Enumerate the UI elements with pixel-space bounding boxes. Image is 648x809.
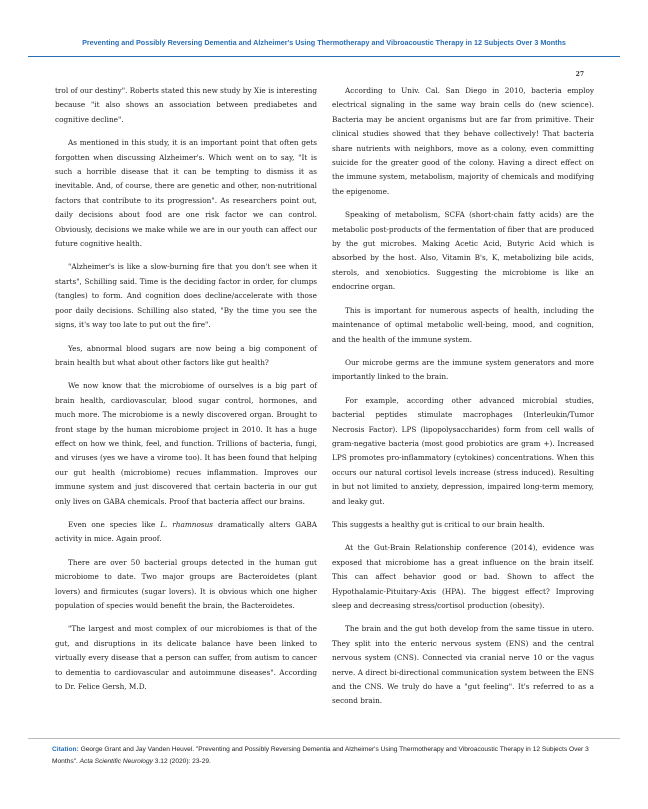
- species-name: L. rhamnosus: [160, 519, 214, 529]
- paragraph: trol of our destiny". Roberts stated this new study by Xie is interesting because "it also shows an association between prediabetes and cognitive decline".: [55, 86, 317, 124]
- paragraph: Our microbe germs are the immune system generators and more importantly linked to the brain.: [332, 357, 594, 382]
- text-run: dramatically alters GABA activity in mice. Again proof.: [55, 519, 317, 544]
- citation-journal: Acta Scientific Neurology: [79, 757, 153, 765]
- right-column: [332, 84, 594, 718]
- citation-issue: 3.12 (2020): 23-29.: [152, 757, 211, 765]
- paragraph: [55, 518, 317, 547]
- paragraph: "The largest and most complex of our microbiomes is that of the gut, and disruptions in its delicate balance have been linked to virtually every disease that a person can suffer, from autism to cancer to dementia to cardiovascular and autoimmune diseases". According to Dr. Felice Gersh, M.D.: [55, 624, 317, 692]
- running-header: Preventing and Possibly Reversing Dementia and Alzheimer's Using Thermotherapy and Vibroacoustic Therapy in 12 Subjects Over 3 Months: [82, 38, 566, 47]
- paragraph: For example, according other advanced microbial studies, bacterial peptides stimulate macrophages (Interleukin/Tumor Necrosis Factor). LPS (lipopolysaccharides) form from cell walls of gram-negative bacteria (most good probiotics are gram +). Increased LPS promotes pro-inflammatory (cytokines) concentrations. When this occurs our natural cortisol levels increase (stress induced). Resulting in but not limited to anxiety, depression, impaired long-term memory, and leaky gut.: [332, 395, 594, 506]
- paragraph: We now know that the microbiome of ourselves is a big part of brain health, cardiovascular, blood sugar control, hormones, and much more. The microbiome is a newly discovered organ. Brought to front stage by the human microbiome project in 2010. It has a huge effect on how we think, feel, and function. Trillions of bacteria, fungi, and viruses (yes we have a virome too). It has been found that helping our gut health (microbiome) recues inflammation. Improves our immune system and just discovered that certain bacteria in our gut only lives on GABA chemicals. Proof that bacteria affect our brains.: [55, 381, 317, 506]
- paragraph: This suggests a healthy gut is critical to our brain health.: [332, 519, 545, 529]
- paragraph: This is important for numerous aspects of health, including the maintenance of optimal metabolic well-being, mood, and cognition, and the health of the immune system.: [332, 305, 594, 344]
- left-column: [55, 84, 317, 703]
- paragraph: Yes, abnormal blood sugars are now being a big component of brain health but what about other factors like gut health?: [55, 343, 317, 367]
- citation-text: George Grant and Jay Vanden Heuvel. "Preventing and Possibly Reversing Dementia and Alzheimer's Using Thermotherapy and Vibroacoustic Therapy in 12 Subjects Over 3 Months".: [52, 746, 589, 765]
- paragraph: "Alzheimer's is like a slow-burning fire that you don't see when it starts", Schilling said. Time is the deciding factor in order, for clumps (tangles) to form. And cognition does decline/accelerate with those poor daily decisions. Schilling also stated, "By the time you see the signs, it's way too late to put out the fire".: [55, 262, 317, 330]
- paragraph: According to Univ. Cal. San Diego in 2010, bacteria employ electrical signaling in the same way brain cells do (new science). Bacteria may be ancient organisms but are far from primitive. Their clinical studies showed that they behave collectively! That bacteria share nutrients with neighbors, move as a colony, even committing suicide for the greater good of the colony. Having a direct effect on the immune system, metabolism, majority of chemicals and modifying the epigenome.: [332, 86, 594, 196]
- page-number: 27: [575, 71, 584, 78]
- text-run: Even one species like: [68, 519, 161, 529]
- citation: [52, 744, 602, 767]
- header-divider: [28, 56, 620, 57]
- footer-divider: [28, 738, 620, 739]
- paragraph: There are over 50 bacterial groups detected in the human gut microbiome to date. Two major groups are Bacteroidetes (plant lovers) and firmicutes (sugar lovers). It is obvious which one higher population of species would benefit the brain, the Bacteroidetes.: [55, 557, 317, 610]
- paragraph: At the Gut-Brain Relationship conference (2014), evidence was exposed that microbiome has a great influence on the brain itself. This can affect behavior good or bad. Shown to affect the Hypothalamic-Pituitary-Axis (HPA). The biggest effect? Improving sleep and decreasing stress/cortisol production (obesity).: [332, 543, 594, 610]
- citation-label: Citation:: [52, 746, 79, 753]
- paragraph: Speaking of metabolism, SCFA (short-chain fatty acids) are the metabolic post-products of the fermentation of fiber that are produced by the gut microbes. Making Acetic Acid, Butyric Acid which is absorbed by the host. Also, Vitamin B's, K, metabolizing bile acids, sterols, and xenobiotics. Suggesting the microbiome is like an endocrine organ.: [332, 210, 594, 292]
- paragraph: As mentioned in this study, it is an important point that often gets forgotten when discussing Alzheimer's. Which went on to say, "It is such a horrible disease that it can be tempting to dismiss it as inevitable. And, of course, there are genetic and other, non-nutritional factors that contribute to its progression". As researchers point out, daily decisions about food are one risk factor we can control. Obviously, decisions we make while we are in our youth can affect our future cognitive health.: [55, 138, 317, 249]
- paragraph: The brain and the gut both develop from the same tissue in utero. They split into the enteric nervous system (ENS) and the central nervous system (CNS). Connected via cranial nerve 10 or the vagus nerve. A direct bi-directional communication system between the ENS and the CNS. We truly do have a "gut feeling". It's referred to as a second brain.: [332, 624, 594, 706]
